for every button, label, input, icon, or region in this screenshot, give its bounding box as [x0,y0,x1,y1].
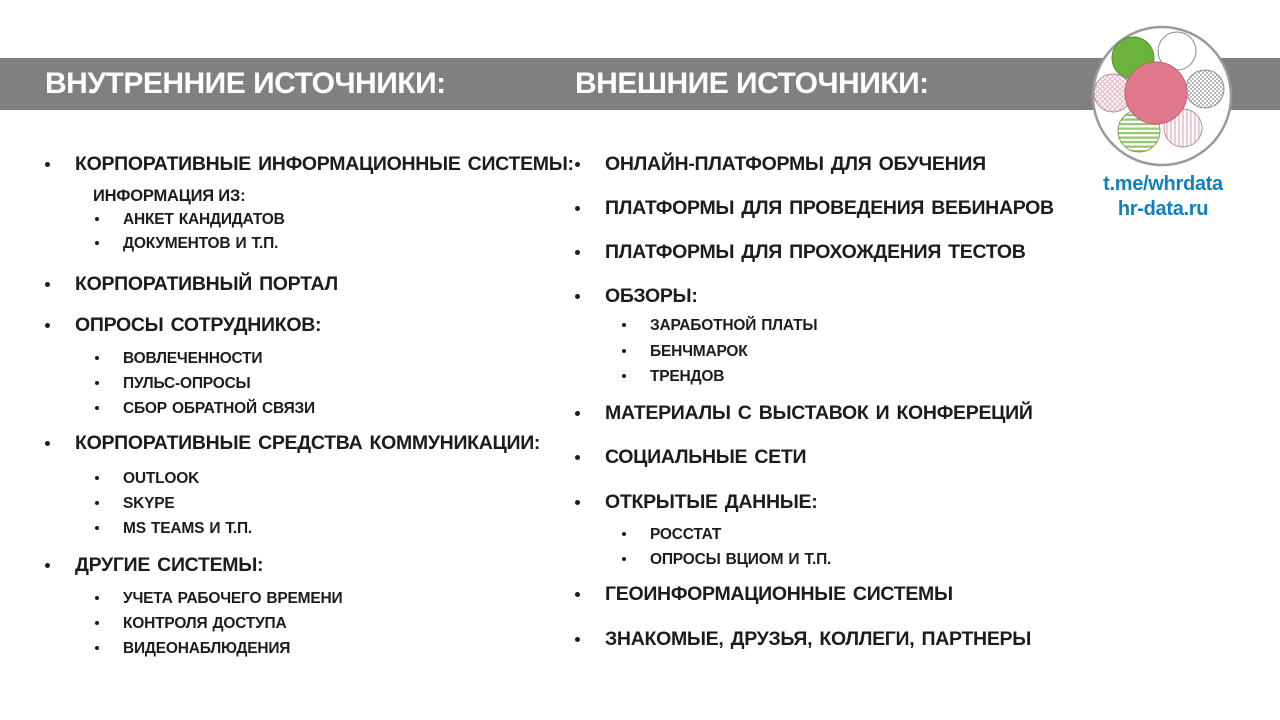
bullet-icon [45,556,75,568]
list-item [45,275,550,294]
list-item [95,496,550,511]
list-item-label: РОССТАТ [650,526,722,543]
list-item-label: ВИДЕОНАБЛЮДЕНИЯ [123,640,291,657]
list-item-label: КОНТРОЛЯ ДОСТУПА [123,615,287,632]
external-sources-list [575,147,1080,649]
internal-sources-list [45,147,574,657]
list-item [622,344,1080,359]
list-item [45,316,550,335]
bullet-icon [575,199,605,211]
list-item [575,585,1080,604]
list-item-label: ПУЛЬС-ОПРОСЫ [123,375,251,392]
bullet-icon [575,287,605,299]
list-item-label: ПЛАТФОРМЫ ДЛЯ ПРОВЕДЕНИЯ ВЕБИНАРОВ [605,197,1054,219]
list-item [622,369,1080,384]
list-item [95,591,550,606]
bullet-icon [575,155,605,167]
bullet-icon [622,369,650,378]
list-item-label: ТРЕНДОВ [650,368,725,385]
list-item-label: OUTLOOK [123,470,200,487]
list-item [45,153,574,175]
list-item [575,404,1080,423]
bullet-icon [575,243,605,255]
bullet-icon [622,527,650,536]
bullet-icon [575,585,605,597]
list-item [622,318,1080,333]
list-item-label: КОРПОРАТИВНЫЕ ИНФОРМАЦИОННЫЕ СИСТЕМЫ: [75,153,574,175]
list-item [45,556,550,575]
bullet-icon [575,448,605,460]
list-item-label: ОТКРЫТЫЕ ДАННЫЕ: [605,491,818,513]
list-item [622,552,1080,567]
list-item-label: SKYPE [123,495,175,512]
logo-center-circle-icon [1125,62,1187,124]
list-item-label: ОНЛАЙН-ПЛАТФОРМЫ ДЛЯ ОБУЧЕНИЯ [605,153,986,175]
list-item [95,212,550,227]
bullet-icon [622,344,650,353]
internal-sources-title: ВНУТРЕННИЕ ИСТОЧНИКИ: [45,67,446,100]
list-item [95,401,550,416]
telegram-link: t.me/whrdata [1103,173,1223,195]
list-item [575,243,1080,262]
bullet-icon [575,630,605,642]
list-item [575,155,1080,174]
bullet-icon [95,496,123,505]
list-item-label: АНКЕТ КАНДИДАТОВ [123,211,285,228]
bullet-icon [45,155,75,167]
list-item-label: БЕНЧМАРОК [650,343,748,360]
bullet-icon [95,236,123,245]
flower-logo-icon [1090,24,1236,170]
list-item-label: СОЦИАЛЬНЫЕ СЕТИ [605,446,807,468]
list-item [95,376,550,391]
bullet-icon [45,275,75,287]
hr-data-logo [1090,24,1236,170]
website-link: hr-data.ru [1117,198,1209,220]
bullet-icon [95,521,123,530]
list-item-label: ЗНАКОМЫЕ, ДРУЗЬЯ, КОЛЛЕГИ, ПАРТНЕРЫ [605,628,1032,650]
bullet-icon [95,616,123,625]
list-item [95,351,550,366]
bullet-icon [95,591,123,600]
list-item [95,236,550,251]
list-item-label: ГЕОИНФОРМАЦИОННЫЕ СИСТЕМЫ [605,583,953,605]
branding-links [1083,172,1243,222]
list-item-label: ЗАРАБОТНОЙ ПЛАТЫ [650,317,818,334]
list-item-label: УЧЕТА РАБОЧЕГО ВРЕМЕНИ [123,590,343,607]
list-item [575,448,1080,467]
list-item-label: ОПРОСЫ ВЦИОМ И Т.П. [650,551,832,568]
bullet-icon [95,351,123,360]
bullet-icon [95,212,123,221]
list-item-label: MS TEAMS И Т.П. [123,520,253,537]
list-item-label: МАТЕРИАЛЫ С ВЫСТАВОК И КОНФЕРЕЦИЙ [605,402,1033,424]
list-item-label: ДОКУМЕНТОВ И Т.П. [123,235,279,252]
logo-petal-gray-check-icon [1186,70,1224,108]
list-item-label: ДРУГИЕ СИСТЕМЫ: [75,554,264,576]
list-item [575,199,1080,218]
list-item [575,287,1080,306]
list-item [95,521,550,536]
list-item-label: ИНФОРМАЦИЯ ИЗ: [93,187,246,205]
list-item [575,630,1080,649]
list-item-label: ВОВЛЕЧЕННОСТИ [123,350,263,367]
list-item-label: ПЛАТФОРМЫ ДЛЯ ПРОХОЖДЕНИЯ ТЕСТОВ [605,241,1026,263]
list-subheading [93,188,550,205]
list-item [95,616,550,631]
list-item-label: ОБЗОРЫ: [605,285,698,307]
list-item [95,471,550,486]
bullet-icon [95,376,123,385]
bullet-icon [45,316,75,328]
bullet-icon [45,434,75,446]
external-sources-title: ВНЕШНИЕ ИСТОЧНИКИ: [575,67,929,100]
bullet-icon [95,471,123,480]
list-item [575,493,1080,512]
list-item [95,641,550,656]
list-item-label: ОПРОСЫ СОТРУДНИКОВ: [75,314,322,336]
list-item [622,527,1080,542]
bullet-icon [95,641,123,650]
list-item-label: КОРПОРАТИВНЫЙ ПОРТАЛ [75,273,338,295]
list-item-label: СБОР ОБРАТНОЙ СВЯЗИ [123,400,315,417]
bullet-icon [575,493,605,505]
list-item-label: КОРПОРАТИВНЫЕ СРЕДСТВА КОММУНИКАЦИИ: [75,432,541,454]
bullet-icon [575,404,605,416]
bullet-icon [622,318,650,327]
bullet-icon [622,552,650,561]
bullet-icon [95,401,123,410]
list-item [45,434,550,453]
